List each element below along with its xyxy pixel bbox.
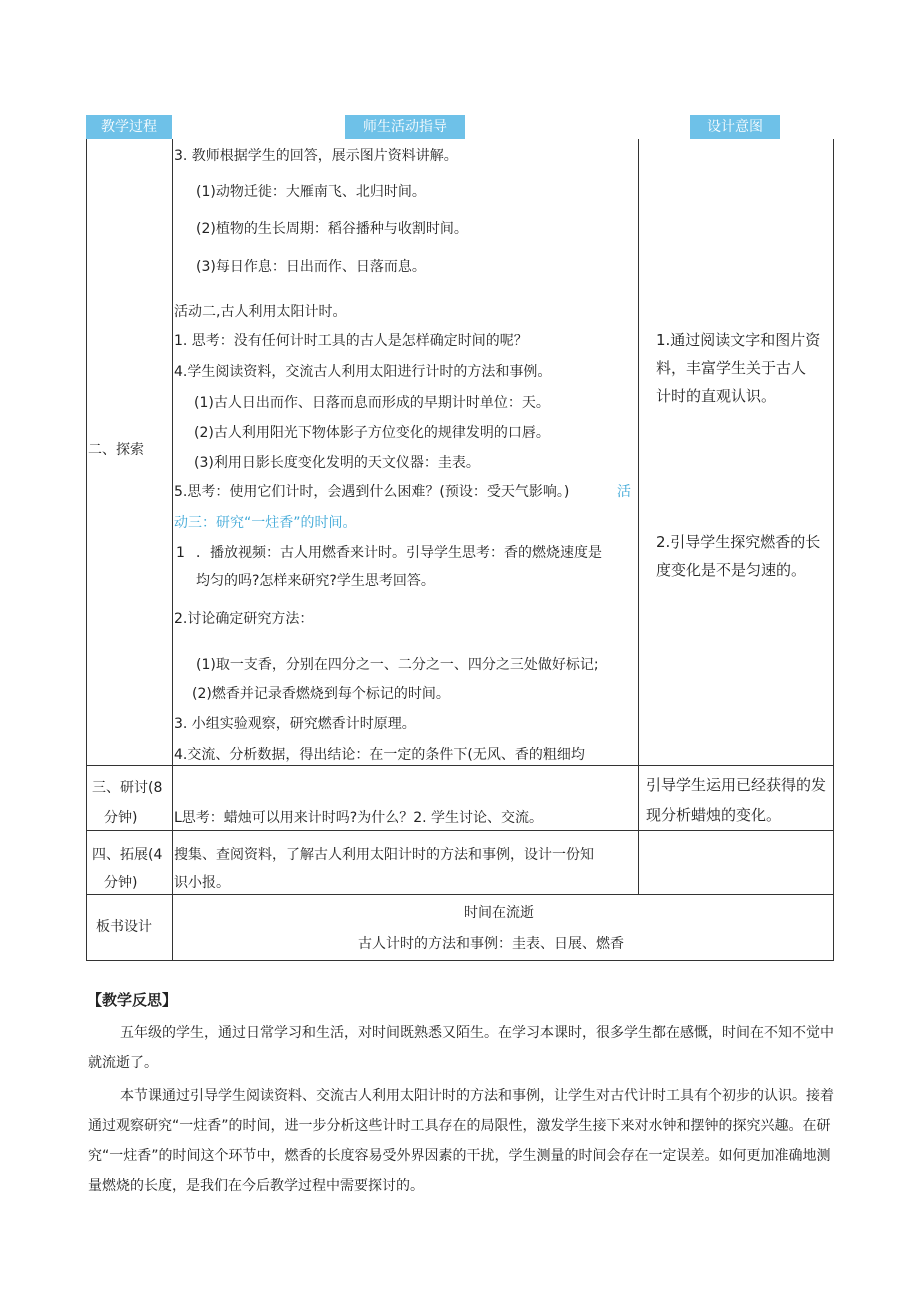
intent-line: 度变化是不是匀速的。 xyxy=(656,561,807,579)
board-title: 时间在流逝 xyxy=(464,905,534,921)
discuss-intent: 现分析蜡烛的变化。 xyxy=(646,806,782,824)
explore-label: 二、探索 xyxy=(88,442,144,458)
intent-line: 2.引导学生探究燃香的长 xyxy=(656,533,821,551)
discuss-content: L思考：蜡烛可以用来计时吗?为什么？2. 学生讨论、交流。 xyxy=(174,810,544,826)
table-right-border xyxy=(833,139,834,961)
reflection-paragraph: 五年级的学生，通过日常学习和生活，对时间既熟悉又陌生。在学习本课时，很多学生都在感慨，时间在不知不觉中就流逝了。 xyxy=(88,1025,834,1071)
intent-line: 料，丰富学生关于古人 xyxy=(656,359,807,377)
explore-line: 动三：研究“一炷香”的时间。 xyxy=(174,515,357,531)
explore-line: 3. 教师根据学生的回答，展示图片资料讲解。 xyxy=(174,148,458,164)
table-left-border xyxy=(86,139,87,961)
extend-label: 分钟) xyxy=(104,875,138,891)
explore-line: 1. 思考：没有任何计时工具的古人是怎样确定时间的呢？ xyxy=(174,333,528,349)
explore-line: 3. 小组实验观察，研究燃香计时原理。 xyxy=(174,716,416,732)
explore-line: 4.学生阅读资料，交流古人利用太阳进行计时的方法和事例。 xyxy=(174,364,552,380)
explore-line: 4.交流、分析数据，得出结论：在一定的条件下(无风、香的粗细均 xyxy=(174,747,585,763)
explore-line: 2.讨论确定研究方法： xyxy=(174,611,314,627)
table-col-divider-2 xyxy=(638,139,639,894)
header-process: 教学过程 xyxy=(86,115,172,139)
reflection-paragraph: 本节课通过引导学生阅读资料、交流古人利用太阳计时的方法和事例，让学生对古代计时工具有个初步的认识。接着通过观察研究“一炷香”的时间，进一步分析这些计时工具存在的局限性，激发学生接下来对水钟和摆钟的探究兴趣。在研究“一炷香”的时间这个环节中，燃香的长度容易受外界因素的干扰，学生测量的时间会存在一定误差。如何更加准确地测量燃烧的长度，是我们在今后教学过程中需要探讨的。 xyxy=(88,1088,834,1194)
row-divider-3 xyxy=(86,894,834,895)
header-intent: 设计意图 xyxy=(690,115,780,139)
header-activity: 师生活动指导 xyxy=(345,115,465,139)
intent-line: 1.通过阅读文字和图片资 xyxy=(656,331,821,349)
explore-line: (2)古人利用阳光下物体影子方位变化的规律发明的口唇。 xyxy=(194,425,550,441)
explore-line: 1 xyxy=(176,545,185,561)
discuss-label: 三、研讨(8 xyxy=(92,780,163,796)
extend-label: 四、拓展(4 xyxy=(92,847,163,863)
extend-content: 搜集、查阅资料，了解古人利用太阳计时的方法和事例，设计一份知 xyxy=(174,847,594,863)
board-label: 板书设计 xyxy=(96,919,152,935)
explore-line: ．播放视频：古人用燃香来计时。引导学生思考：香的燃烧速度是 xyxy=(196,545,602,561)
extend-content: 识小报。 xyxy=(174,875,230,891)
discuss-intent: 引导学生运用已经获得的发 xyxy=(646,776,827,794)
explore-line: 活 xyxy=(617,484,631,500)
explore-line: (1)动物迁徙：大雁南飞、北归时间。 xyxy=(196,184,426,200)
explore-line: 活动二,古人利用太阳计时。 xyxy=(174,304,347,320)
board-content: 古人计时的方法和事例：圭表、日展、燃香 xyxy=(358,936,624,952)
intent-line: 计时的直观认识。 xyxy=(656,387,777,405)
reflection-heading: 【教学反思】 xyxy=(87,991,178,1009)
discuss-label: 分钟) xyxy=(104,810,138,826)
row-divider-1 xyxy=(86,765,834,766)
table-bottom-border xyxy=(86,960,834,961)
row-divider-2 xyxy=(86,830,834,831)
explore-line: (2)燃香并记录香燃烧到每个标记的时间。 xyxy=(192,686,450,702)
explore-line: (2)植物的生长周期：稻谷播种与收割时间。 xyxy=(196,221,468,237)
table-col-divider-1 xyxy=(172,139,173,961)
explore-line: (1)古人日出而作、日落而息而形成的早期计时单位：天。 xyxy=(194,395,550,411)
explore-line: (1)取一支香，分别在四分之一、二分之一、四分之三处做好标记; xyxy=(196,657,599,673)
explore-line: (3)利用日影长度变化发明的天文仪器：圭表。 xyxy=(194,455,480,471)
explore-line: 均匀的吗?怎样来研究?学生思考回答。 xyxy=(196,573,435,589)
explore-line: (3)每日作息：日出而作、日落而息。 xyxy=(196,259,426,275)
explore-line: 5.思考：使用它们计时，会遇到什么困难？(预设：受天气影响。) xyxy=(174,484,570,500)
